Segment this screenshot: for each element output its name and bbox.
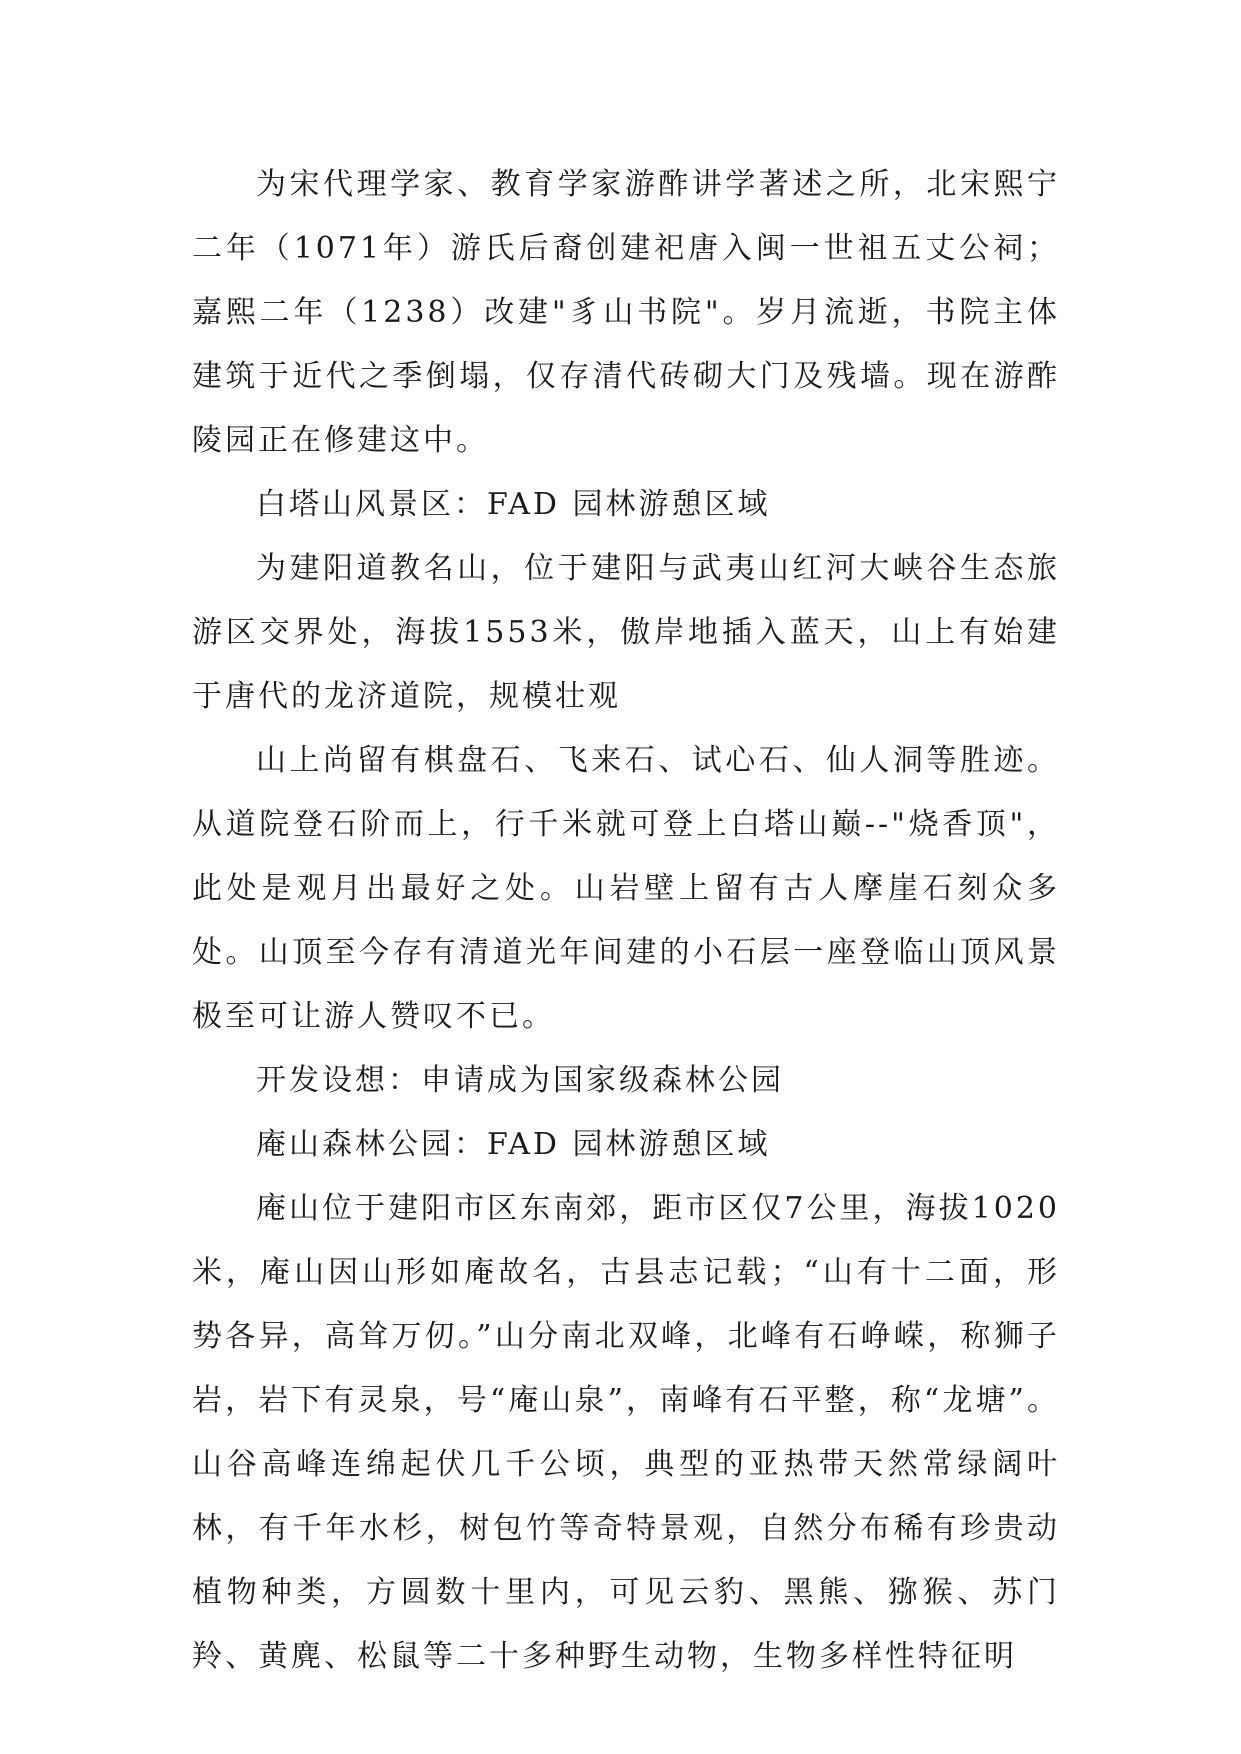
paragraph-baita-intro: 为建阳道教名山，位于建阳与武夷山红河大峡谷生态旅游区交界处，海拔1553米，傲岸地插入蓝天，山上有始建于唐代的龙济道院，规模壮观 bbox=[192, 551, 1060, 714]
paragraph-baita-sights: 山上尚留有棋盘石、飞来石、试心石、仙人洞等胜迹。从道院登石阶而上，行千米就可登上白塔山巅--"烧香顶"，此处是观月出最好之处。山岩壁上留有古人摩崖石刻众多处。山顶至今存有清道光年间建的小石层一座登临山顶风景极至可让游人赞叹不已。 bbox=[192, 743, 1060, 1034]
paragraph-anshan-heading: 庵山森林公园：FAD 园林游憩区域 bbox=[256, 1127, 771, 1162]
paragraph-development-plan: 开发设想：申请成为国家级森林公园 bbox=[256, 1063, 784, 1098]
document-body bbox=[192, 153, 1060, 1689]
paragraph-baita-heading: 白塔山风景区：FAD 园林游憩区域 bbox=[256, 487, 771, 522]
paragraph-anshan-description: 庵山位于建阳市区东南郊，距市区仅7公里，海拔1020米，庵山因山形如庵故名，古县志记载；“山有十二面，形势各异，高耸万仞。”山分南北双峰，北峰有石峥嵘，称狮子岩，岩下有灵泉，号“庵山泉”，南峰有石平整，称“龙塘”。山谷高峰连绵起伏几千公顷，典型的亚热带天然常绿阔叶林，有千年水杉，树包竹等奇特景观，自然分布稀有珍贵动植物种类，方圆数十里内，可见云豹、黑熊、猕猴、苏门羚、黄麂、松鼠等二十多种野生动物，生物多样性特征明 bbox=[192, 1191, 1060, 1674]
paragraph-shu-yuan-history: 为宋代理学家、教育学家游酢讲学著述之所，北宋熙宁二年（1071年）游氏后裔创建祀唐入闽一世祖五丈公祠；嘉熙二年（1238）改建"豸山书院"。岁月流逝，书院主体建筑于近代之季倒塌，仅存清代砖砌大门及残墙。现在游酢陵园正在修建这中。 bbox=[192, 167, 1060, 458]
